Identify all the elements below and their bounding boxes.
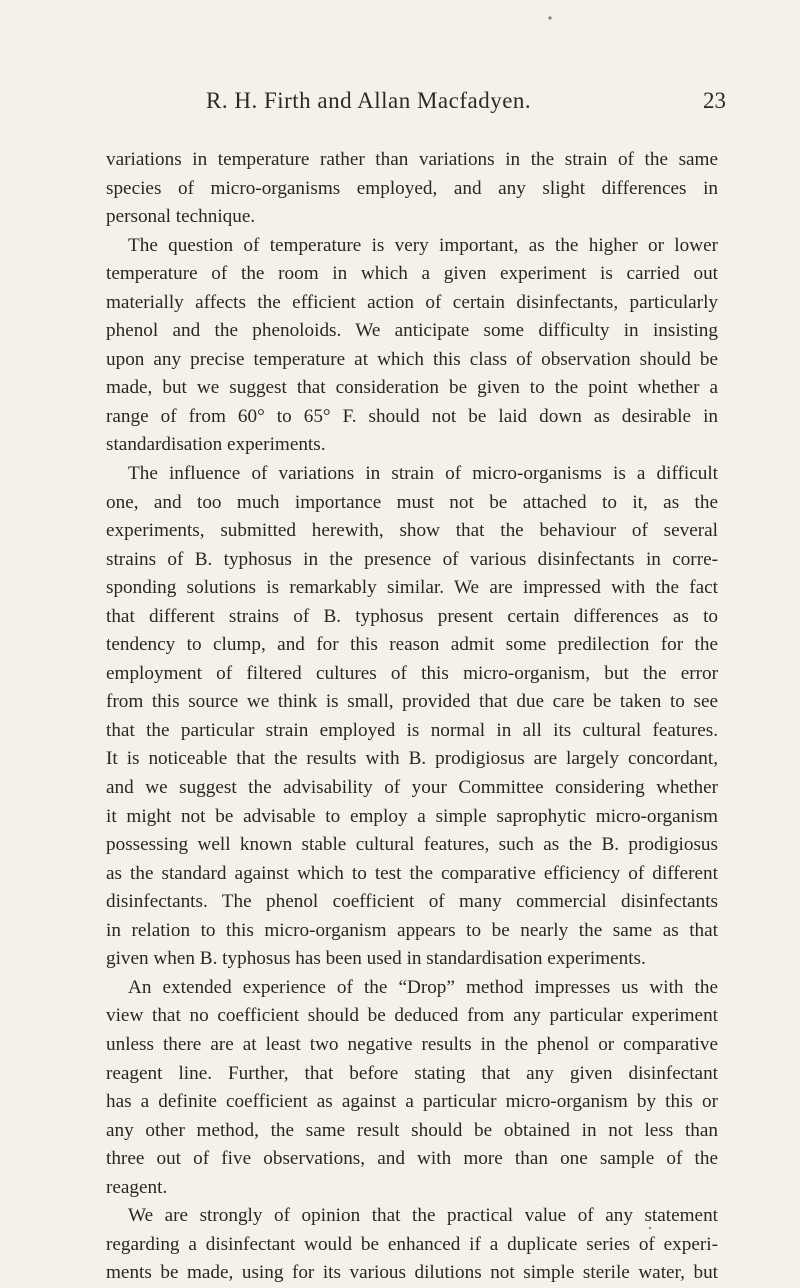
text-line: materially affects the efficient action of certain disinfectants, particularly (106, 291, 718, 313)
text-line: any other method, the same result should be obtained in not less than (106, 1119, 718, 1141)
text-line: ments be made, using for its various dilutions not simple sterile water, but (106, 1262, 718, 1284)
text-line: upon any precise temperature at which this class of observation should be (106, 348, 718, 370)
text-line: employment of filtered cultures of this micro-organism, but the error (106, 662, 718, 684)
text-line: one, and too much importance must not be attached to it, as the (106, 491, 718, 513)
text-line: in relation to this micro-organism appears to be nearly the same as that (106, 919, 718, 941)
text-line: disinfectants. The phenol coefficient of many commercial disinfectants (106, 891, 718, 913)
text-line: and we suggest the advisability of your Committee considering whether (106, 777, 718, 799)
text-line: The question of temperature is very important, as the higher or lower (128, 234, 718, 256)
text-line: It is noticeable that the results with B. prodigiosus are largely concordant, (106, 748, 718, 770)
text-line: that different strains of B. typhosus present certain differences as to (106, 605, 718, 627)
page-number: 23 (703, 88, 726, 113)
text-line: unless there are at least two negative results in the phenol or comparative (106, 1033, 718, 1055)
text-line: strains of B. typhosus in the presence of various disinfectants in corre- (106, 548, 718, 570)
text-line: species of micro-organisms employed, and any slight differences in (106, 177, 718, 199)
text-line: made, but we suggest that consideration be given to the point whether a (106, 377, 718, 399)
text-line: standardisation experiments. (106, 434, 326, 456)
text-line: The influence of variations in strain of micro-organisms is a difficult (128, 463, 718, 485)
text-line: range of from 60° to 65° F. should not be laid down as desirable in (106, 405, 718, 427)
text-line: experiments, submitted herewith, show that the behaviour of several (106, 520, 718, 542)
text-line: sponding solutions is remarkably similar. We are impressed with the fact (106, 577, 718, 599)
text-line: given when B. typhosus has been used in standardisation experiments. (106, 948, 646, 970)
text-line: phenol and the phenoloids. We anticipate some difficulty in insisting (106, 320, 718, 342)
text-line: that the particular strain employed is normal in all its cultural features. (106, 719, 718, 741)
text-line: has a definite coefficient as against a particular micro-organism by this or (106, 1091, 718, 1113)
running-head (118, 88, 726, 116)
text-line: view that no coefficient should be deduced from any particular experiment (106, 1005, 718, 1027)
text-line: An extended experience of the “Drop” method impresses us with the (128, 976, 718, 998)
text-line: reagent line. Further, that before stating that any given disinfectant (106, 1062, 718, 1084)
text-line: tendency to clump, and for this reason admit some predilection for the (106, 634, 718, 656)
speck (548, 16, 551, 19)
text-line: regarding a disinfectant would be enhanced if a duplicate series of experi- (106, 1233, 718, 1255)
text-line: reagent. (106, 1176, 168, 1198)
text-line: temperature of the room in which a given experiment is carried out (106, 263, 718, 285)
text-line: it might not be advisable to employ a simple saprophytic micro-organism (106, 805, 718, 827)
body-text (106, 146, 718, 1288)
text-line: three out of five observations, and with more than one sample of the (106, 1148, 718, 1170)
text-line: possessing well known stable cultural features, such as the B. prodigiosus (106, 834, 718, 856)
text-line: personal technique. (106, 206, 256, 228)
text-line: variations in temperature rather than variations in the strain of the same (106, 149, 718, 170)
text-line: from this source we think is small, provided that due care be taken to see (106, 691, 718, 713)
text-line: We are strongly of opinion that the practical value of any statement (128, 1205, 718, 1227)
running-title: R. H. Firth and Allan Macfadyen. (206, 88, 532, 113)
text-line: as the standard against which to test the comparative efficiency of different (106, 862, 718, 884)
